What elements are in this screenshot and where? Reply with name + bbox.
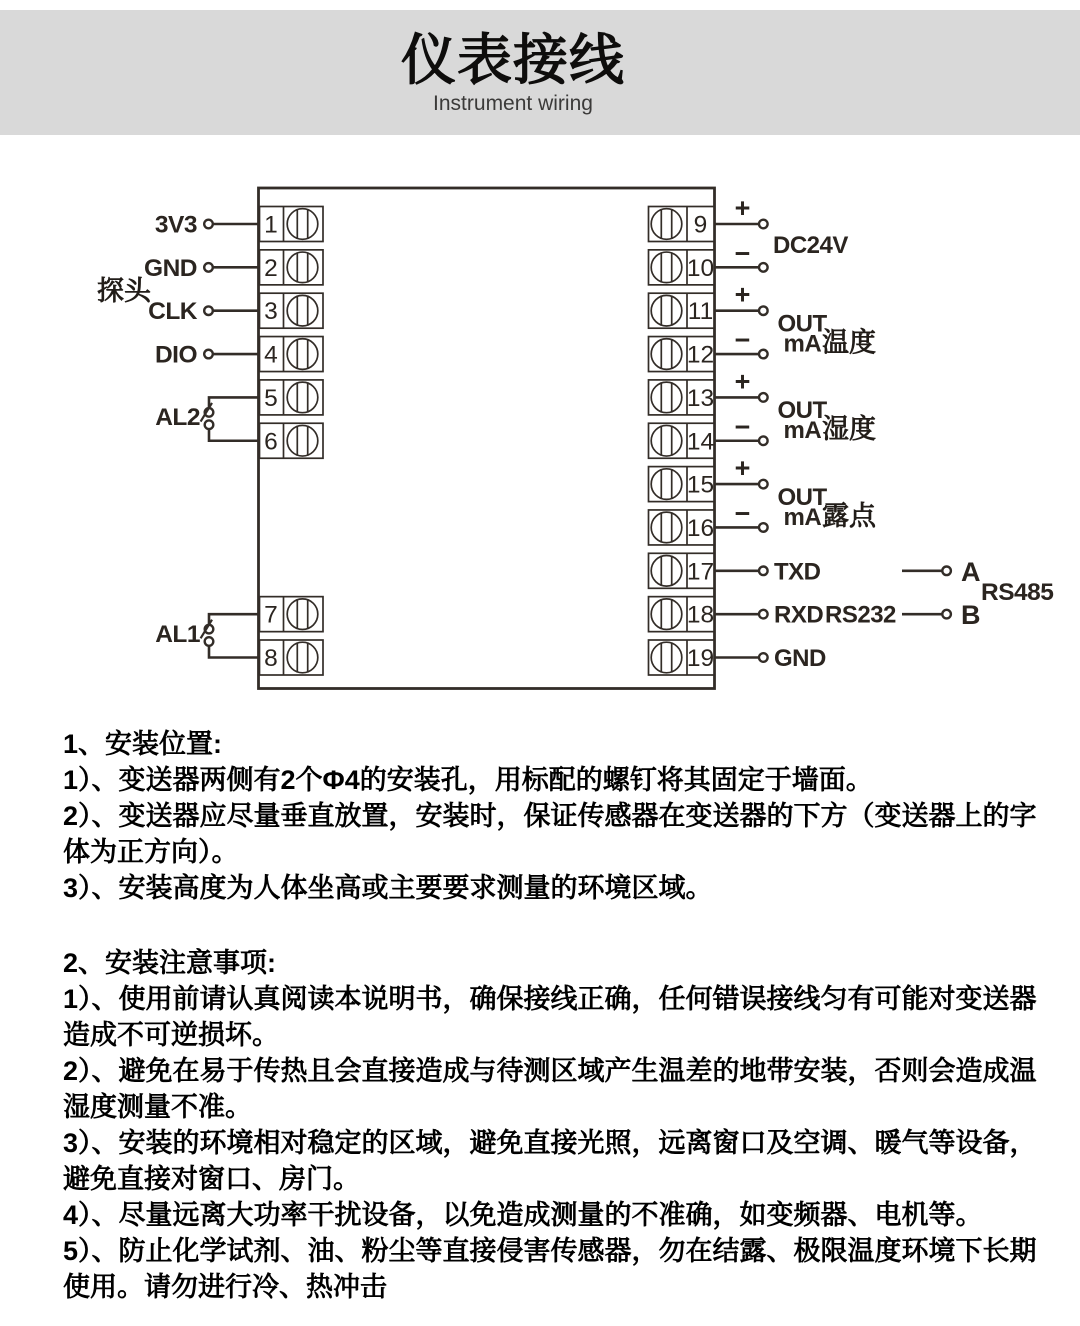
endpoint-pair3-plus [759,480,768,489]
note-section [63,945,1049,1305]
wire-AL2-top [209,397,260,408]
terminal-9-number: 9 [693,211,708,239]
serial-label-RXD: RXD [774,601,824,629]
endpoint-serial-RXD [759,610,768,619]
note-line: 5）、防止化学试剂、油、粉尘等直接侵害传感器，勿在结露、极限温度环境下长期使用。请勿进行冷、热冲击 [63,1236,1037,1302]
plus-icon: + [734,453,751,484]
endpoint-pair0-plus [759,220,768,229]
unit-label: mA [783,503,822,531]
minus-icon: − [734,238,751,269]
serial-label-TXD: TXD [774,558,821,586]
unit-label: mA [783,417,822,445]
pin-endpoint-GND [204,263,213,272]
endpoint-pair3-minus [759,523,768,532]
note-line: 4）、尽量远离大功率干扰设备，以免造成测量的不准确，如变频器、电机等。 [63,1200,983,1230]
terminal-17-number: 17 [686,558,715,586]
terminal-15-number: 15 [686,471,715,499]
note-section-heading: 1、安装位置: [63,729,223,759]
pin-label-DIO: DIO [154,341,197,369]
serial-bus-label: RS232 [825,601,896,629]
rs485-line-label: A [961,556,981,587]
rs485-line-label: B [961,600,981,631]
alarm-label-AL2: AL2 [155,404,200,432]
terminal-4-number: 4 [264,341,278,369]
endpoint-rs485-a [942,567,951,576]
alarm-label-AL1: AL1 [155,620,200,648]
plus-icon: + [734,193,751,223]
note-line: 3）、安装高度为人体坐高或主要要求测量的环境区域。 [63,873,713,903]
transmitter-body-outline [259,188,715,689]
endpoint-pair2-minus [759,436,768,445]
endpoint-pair0-minus [759,263,768,272]
output-cn-label: 湿度 [822,414,876,445]
plus-icon: + [734,279,751,310]
note-section [63,726,1049,906]
unit-label: mA [783,330,822,358]
serial-label-GND: GND [774,645,826,672]
minus-icon: − [734,498,751,529]
terminal-16-number: 16 [686,514,715,542]
terminal-6-number: 6 [264,428,278,456]
terminal-19-number: 19 [686,645,715,672]
terminal-5-number: 5 [264,384,278,412]
note-line: 2）、避免在易于传热且会直接造成与待测区域产生温差的地带安装，否则会造成温湿度测量不准。 [63,1056,1037,1122]
installation-notes [63,726,1049,1305]
endpoint-pair2-plus [759,393,768,402]
terminal-1-number: 1 [264,211,278,239]
endpoint-serial-TXD [759,567,768,576]
page-subtitle: Instrument wiring [433,92,593,115]
terminal-8-number: 8 [264,645,278,672]
endpoint-pair1-minus [759,350,768,359]
output-cn-label: 露点 [822,500,876,531]
minus-icon: − [734,411,751,442]
pin-label-3V3: 3V3 [154,211,197,239]
terminal-10-number: 10 [686,254,715,282]
endpoint-serial-GND [759,653,768,662]
pin-label-GND: GND [144,254,197,282]
endpoint-rs485-b [942,610,951,619]
terminal-13-number: 13 [686,384,715,412]
wire-AL1-top [209,614,260,625]
note-section-heading: 2、安装注意事项: [63,948,277,978]
terminal-11-number: 11 [687,298,714,326]
note-line: 1）、变送器两侧有2个Φ4的安装孔，用标配的螺钉将其固定于墙面。 [63,765,873,795]
minus-icon: − [734,325,751,356]
pin-endpoint-3V3 [204,220,213,229]
power-label: DC24V [773,232,848,260]
AL1-contact-bottom [205,637,214,646]
terminal-12-number: 12 [686,341,715,369]
note-line: 2）、变送器应尽量垂直放置，安装时，保证传感器在变送器的下方（变送器上的字体为正方向）。 [63,801,1037,867]
terminal-7-number: 7 [264,601,278,629]
pin-endpoint-CLK [204,306,213,315]
out-label: OUT [777,483,827,511]
wire-AL2-bottom [209,429,260,441]
terminal-18-number: 18 [686,601,715,629]
page-title: 仪表接线 [400,29,625,91]
out-label: OUT [777,310,827,338]
pin-endpoint-DIO [204,350,213,359]
terminal-14-number: 14 [686,428,715,456]
terminal-2-number: 2 [264,254,278,282]
probe-label: 探头 [97,276,151,306]
rs485-label: RS485 [981,578,1054,606]
output-cn-label: 温度 [822,327,876,358]
pin-label-CLK: CLK [148,298,197,326]
endpoint-pair1-plus [759,306,768,315]
out-label: OUT [777,397,827,425]
terminal-3-number: 3 [264,298,278,326]
note-line: 3）、安装的环境相对稳定的区域，避免直接光照，远离窗口及空调、暖气等设备，避免直接对窗口、房门。 [63,1128,1037,1194]
wire-AL1-bottom [209,645,260,657]
plus-icon: + [734,366,751,397]
note-line: 1）、使用前请认真阅读本说明书，确保接线正确，任何错误接线匀有可能对变送器造成不可逆损坏。 [63,984,1037,1050]
AL2-contact-bottom [205,420,214,429]
